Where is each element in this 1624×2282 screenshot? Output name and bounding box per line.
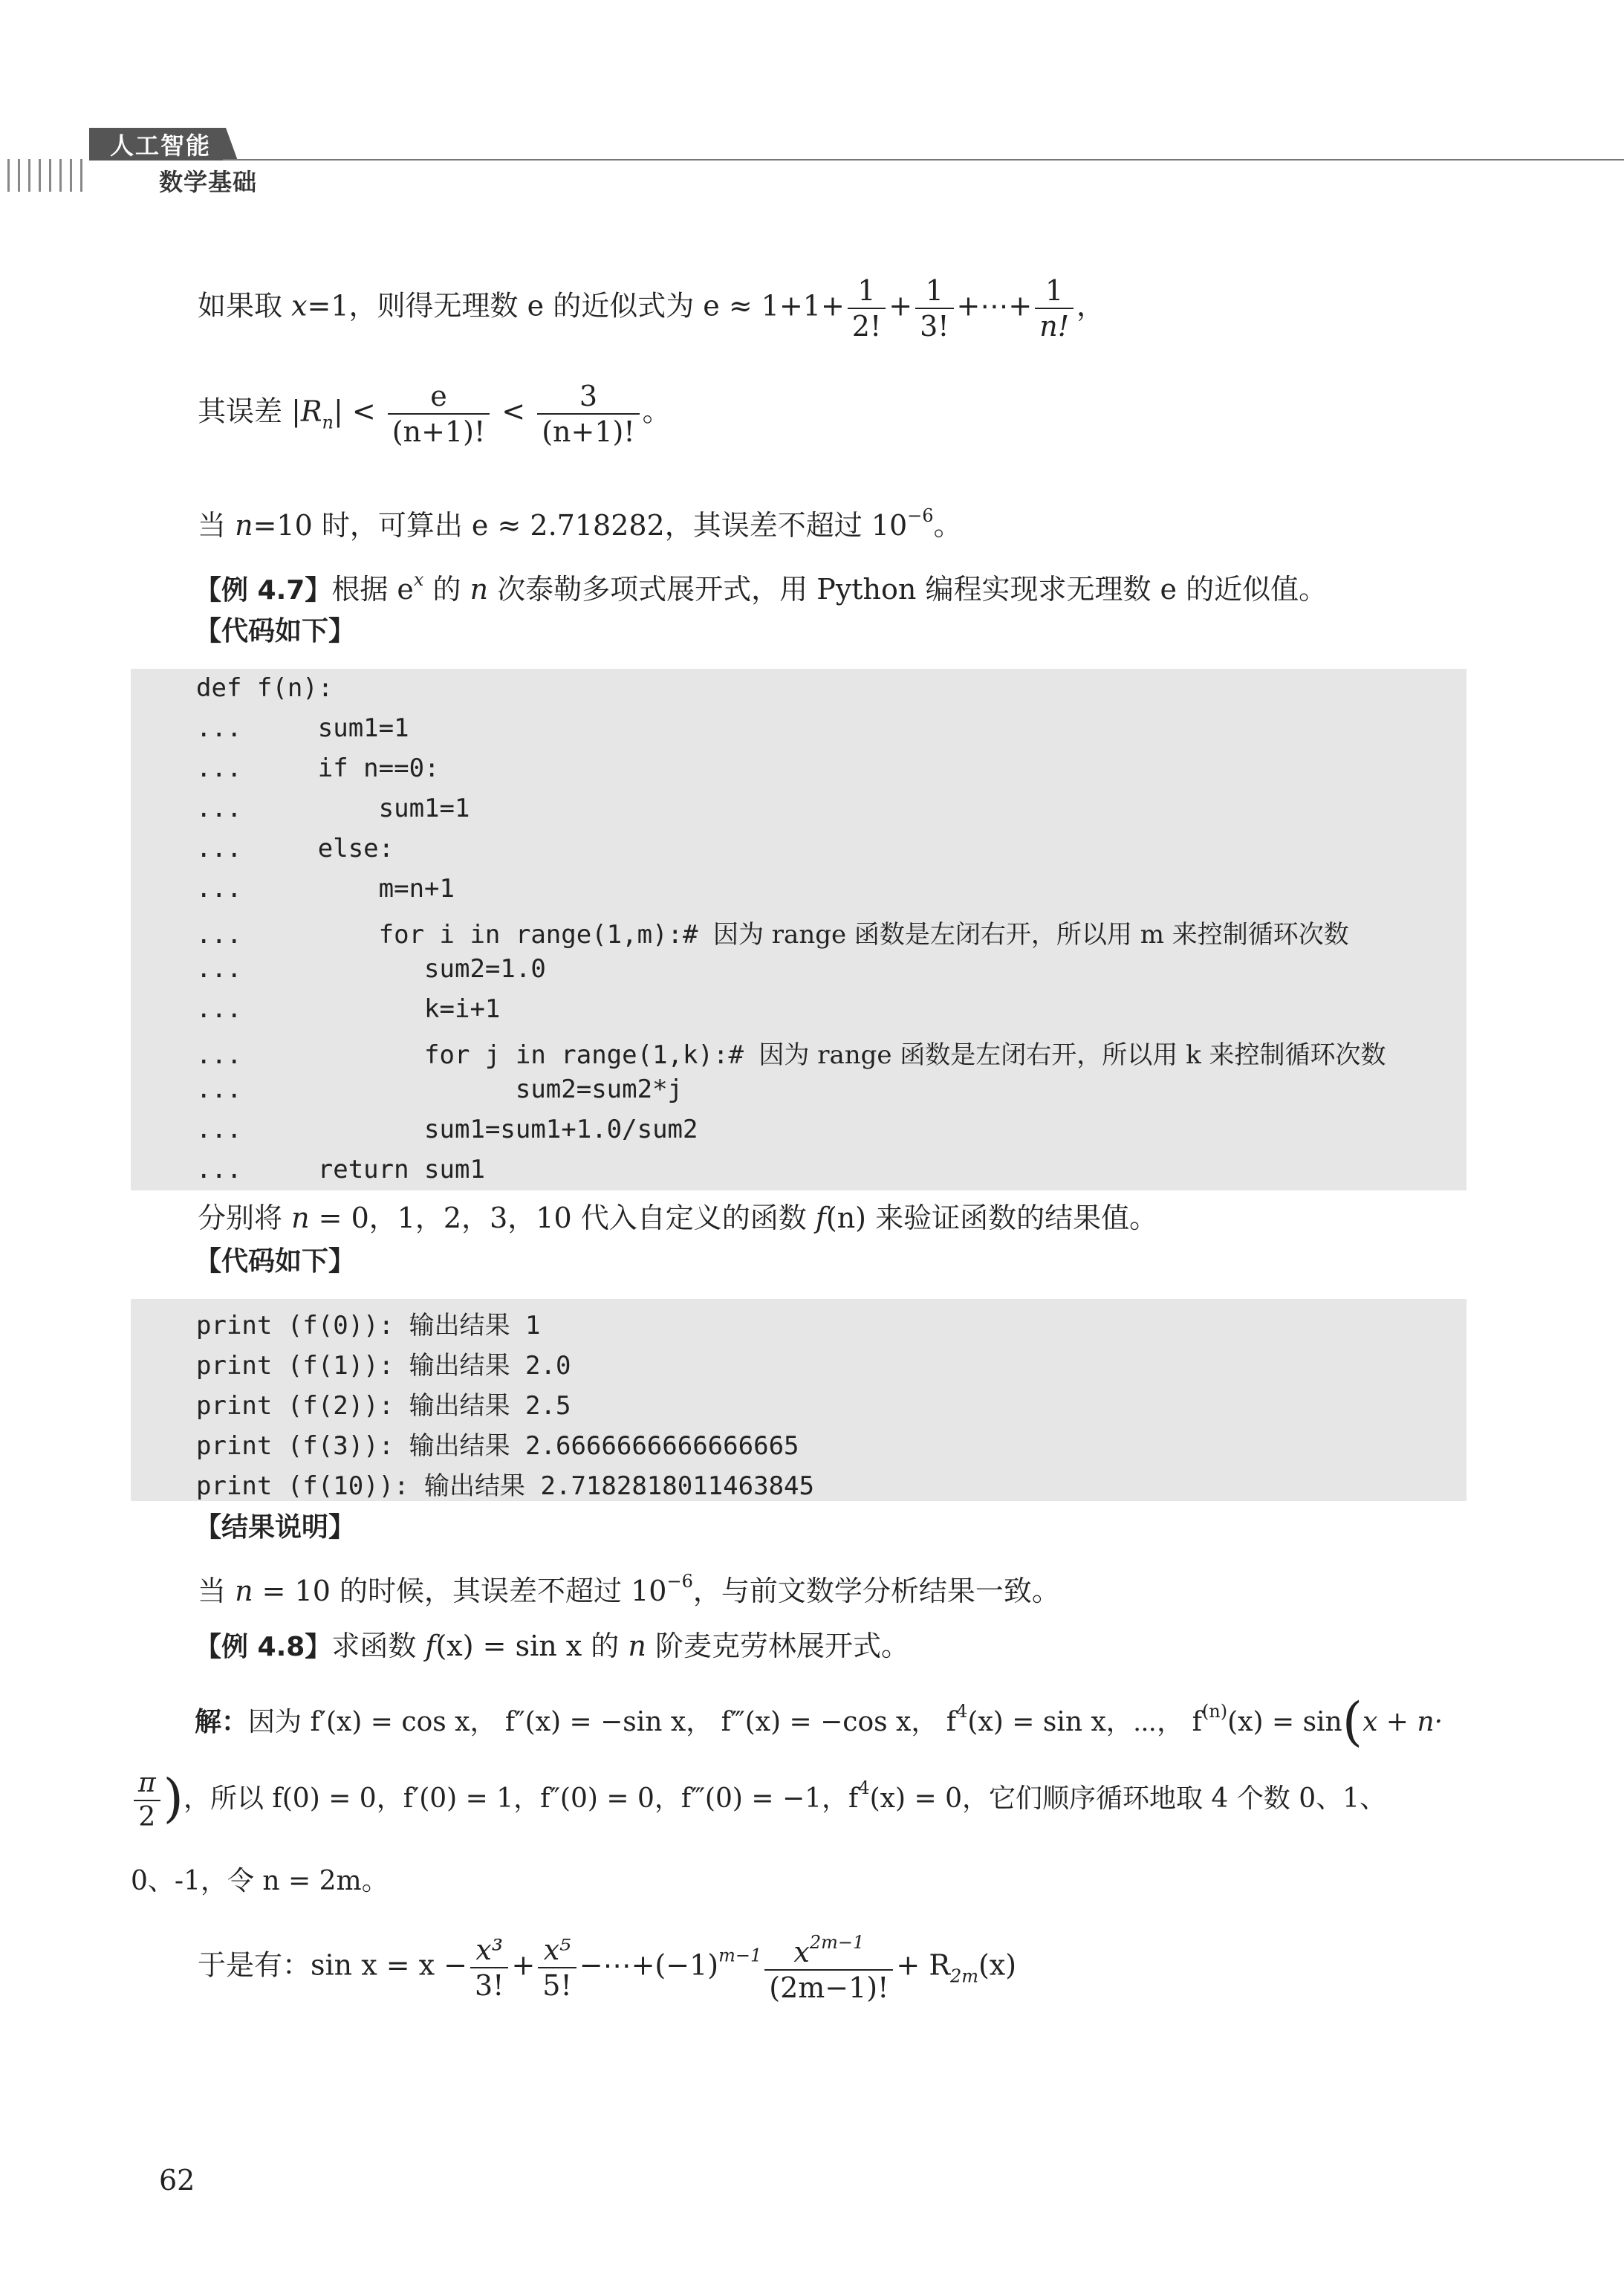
text: 阶麦克劳林展开式。	[646, 1630, 909, 1662]
denominator: (2m−1)!	[769, 1971, 889, 2004]
var-x: x	[291, 289, 308, 322]
text: +	[889, 289, 913, 322]
code-comment: 输出结果	[409, 1391, 510, 1421]
numerator: e	[388, 382, 490, 415]
denominator: 3!	[475, 1969, 504, 2002]
text: 其误差	[198, 395, 292, 428]
paragraph-value	[198, 505, 962, 542]
text: <	[493, 395, 535, 428]
close-paren: )	[163, 1768, 183, 1829]
example-label: 【例 4.7】	[195, 575, 332, 606]
exponent: −6	[907, 505, 934, 526]
numerator: 1	[915, 276, 953, 309]
var-n: n	[628, 1630, 646, 1662]
numerator: x³	[470, 1936, 508, 1968]
example-label: 【例 4.8】	[195, 1632, 332, 1662]
text: 的	[423, 573, 470, 606]
code-line: ... if n==0:	[196, 753, 440, 783]
code-line	[196, 1425, 799, 1462]
fraction	[1035, 274, 1074, 343]
code-heading: 【代码如下】	[195, 1246, 356, 1277]
text: 当	[198, 509, 236, 542]
subscript: n	[322, 412, 334, 433]
text: +⋯+	[956, 289, 1033, 322]
code-comment: 输出结果	[409, 1431, 510, 1461]
code-comment: 输出结果	[409, 1351, 510, 1381]
code-line: ... sum2=sum2*j	[196, 1074, 683, 1104]
code-comment: 因为 range 函数是左闭右开，所以用 k 来控制循环次数	[759, 1040, 1386, 1070]
text: (x)	[978, 1948, 1017, 1982]
subscript: 2m	[949, 1965, 978, 1987]
fraction	[848, 274, 886, 343]
solution-label: 解：	[195, 1707, 249, 1737]
text: 来验证函数的结果值。	[866, 1202, 1158, 1234]
fraction-pi-over-2	[134, 1770, 160, 1831]
code-value: 2.6666666666666665	[510, 1431, 799, 1461]
chapter-tab-title: 人工智能	[110, 132, 212, 160]
code-line	[196, 1385, 571, 1422]
var-f: f	[425, 1630, 436, 1662]
exponent: x	[413, 569, 424, 590]
code-text: print (f(3)):	[196, 1431, 409, 1461]
text: 求函数	[331, 1630, 426, 1662]
denominator: 2	[138, 1802, 156, 1832]
text: 如果取	[198, 289, 292, 322]
numerator: 1	[848, 276, 886, 309]
code-text: print (f(10)):	[196, 1471, 425, 1501]
code-line: ... sum1=1	[196, 794, 470, 823]
code-text: print (f(0)):	[196, 1311, 409, 1341]
text: ，	[1076, 289, 1105, 322]
var-n: n	[470, 573, 489, 606]
denominator: n!	[1039, 310, 1069, 343]
page-number: 62	[159, 2164, 195, 2197]
code-comment: 输出结果	[409, 1311, 510, 1341]
fraction	[915, 274, 953, 343]
code-line: ... m=n+1	[196, 874, 455, 904]
result-heading: 【结果说明】	[195, 1512, 356, 1543]
text: 因为 f′(x) = cos x， f″(x) = −sin x， f‴(x) = −cos x， f	[248, 1707, 957, 1737]
denominator: 3!	[920, 310, 949, 343]
text: = 0，1，2，3，10 代入自定义的函数	[309, 1202, 816, 1234]
text: 次泰勒多项式展开式，用 Python 编程实现求无理数 e 的近似值。	[488, 573, 1328, 606]
fraction	[538, 1933, 576, 2002]
fraction	[470, 1933, 508, 2002]
paragraph-approximation	[198, 274, 1105, 343]
solution-line-1	[195, 1691, 1443, 1752]
text: 根据 e	[331, 573, 414, 606]
base: x	[793, 1936, 810, 1968]
page-header	[0, 0, 1624, 208]
text: =10 时，可算出 e ≈ 2.718282，其误差不超过 10	[253, 509, 908, 542]
text: (x) = sin	[1227, 1707, 1342, 1737]
exponent: (n)	[1201, 1701, 1228, 1722]
exponent: 4	[956, 1701, 968, 1722]
example-4-8	[195, 1632, 909, 1661]
code-text: ... for j in range(1,k):#	[196, 1040, 759, 1070]
code-text: print (f(2)):	[196, 1391, 409, 1421]
text: = 10 的时候，其误差不超过 10	[253, 1575, 667, 1607]
text: 。	[642, 395, 671, 428]
text: 于是有：sin x = x −	[198, 1948, 467, 1982]
exponent: 2m−1	[809, 1932, 865, 1953]
text: 的	[582, 1630, 629, 1662]
code-line: ... else:	[196, 834, 394, 863]
paragraph-result	[198, 1572, 1060, 1605]
solution-line-3: 0、-1，令 n = 2m。	[131, 1866, 389, 1896]
var-n: n	[291, 1202, 310, 1234]
code-value: 1	[510, 1311, 541, 1341]
denominator: (n+1)!	[392, 415, 486, 448]
text: 分别将	[198, 1202, 292, 1234]
code-line: ... k=i+1	[196, 994, 501, 1024]
code-line: ... sum2=1.0	[196, 954, 546, 984]
var-f: f	[815, 1202, 826, 1234]
denominator: (n+1)!	[542, 415, 635, 448]
numerator: 1	[1035, 276, 1074, 309]
abs-open: |R	[291, 395, 322, 428]
abs-close: | <	[333, 395, 385, 428]
code-line	[196, 1465, 814, 1502]
code-comment: 输出结果	[424, 1471, 526, 1501]
text: ，所以 f(0) = 0，f′(0) = 1，f″(0) = 0，f‴(0) = −1，f	[183, 1783, 859, 1814]
code-line: ... return sum1	[196, 1155, 485, 1184]
numerator: π	[134, 1770, 160, 1801]
code-comment: 因为 range 函数是左闭右开，所以用 m 来控制循环次数	[712, 920, 1349, 950]
example-4-7	[195, 571, 1327, 604]
denominator: 2!	[851, 310, 882, 343]
text: 。	[933, 509, 962, 542]
denominator: 5!	[542, 1969, 572, 2002]
numerator: 3	[537, 382, 639, 415]
header-decoration-bars	[0, 159, 89, 192]
numerator	[764, 1933, 893, 1971]
text: +	[511, 1948, 536, 1982]
fraction	[764, 1933, 893, 2002]
var-n: n	[235, 1575, 253, 1607]
chapter-subtitle: 数学基础	[159, 168, 258, 196]
code-line	[196, 1034, 1386, 1071]
fraction	[388, 382, 490, 446]
code-line: def f(n):	[196, 673, 334, 703]
header-rule	[223, 159, 1624, 161]
paragraph-error	[198, 382, 671, 446]
open-paren: (	[1342, 1691, 1363, 1752]
code-line: ... sum1=sum1+1.0/sum2	[196, 1115, 698, 1144]
text: 当	[198, 1575, 236, 1607]
var-n: n	[235, 509, 253, 542]
code-value: 2.5	[510, 1391, 571, 1421]
exponent: 4	[858, 1777, 870, 1798]
code-text: print (f(1)):	[196, 1351, 409, 1381]
code-value: 2.0	[510, 1351, 571, 1381]
text: + R	[896, 1948, 950, 1982]
code-text: ... for i in range(1,m):#	[196, 920, 713, 950]
series-expansion	[198, 1933, 1016, 2002]
code-line	[196, 914, 1349, 950]
text: (x) = 0，它们顺序循环地取 4 个数 0、1、	[869, 1783, 1387, 1814]
text: (x) = sin x，⋯， f	[967, 1707, 1202, 1737]
text: (n)	[825, 1202, 866, 1234]
exponent: m−1	[718, 1945, 762, 1966]
numerator: x⁵	[538, 1936, 576, 1968]
code-heading: 【代码如下】	[195, 616, 356, 646]
text: (x) = sin x	[435, 1630, 582, 1662]
text: ，与前文数学分析结果一致。	[692, 1575, 1060, 1607]
code-line: ... sum1=1	[196, 713, 409, 743]
exponent: −6	[666, 1571, 693, 1592]
text: −⋯+(−1)	[579, 1948, 719, 1982]
code-line	[196, 1305, 541, 1341]
code-line	[196, 1345, 571, 1381]
text: x + n·	[1362, 1707, 1443, 1737]
text: =1，则得无理数 e 的近似式为 e ≈ 1+1+	[307, 289, 845, 322]
solution-line-2	[131, 1770, 1386, 1831]
fraction	[537, 382, 639, 446]
paragraph-substitute	[198, 1204, 1157, 1232]
code-value: 2.7182818011463845	[525, 1471, 814, 1501]
